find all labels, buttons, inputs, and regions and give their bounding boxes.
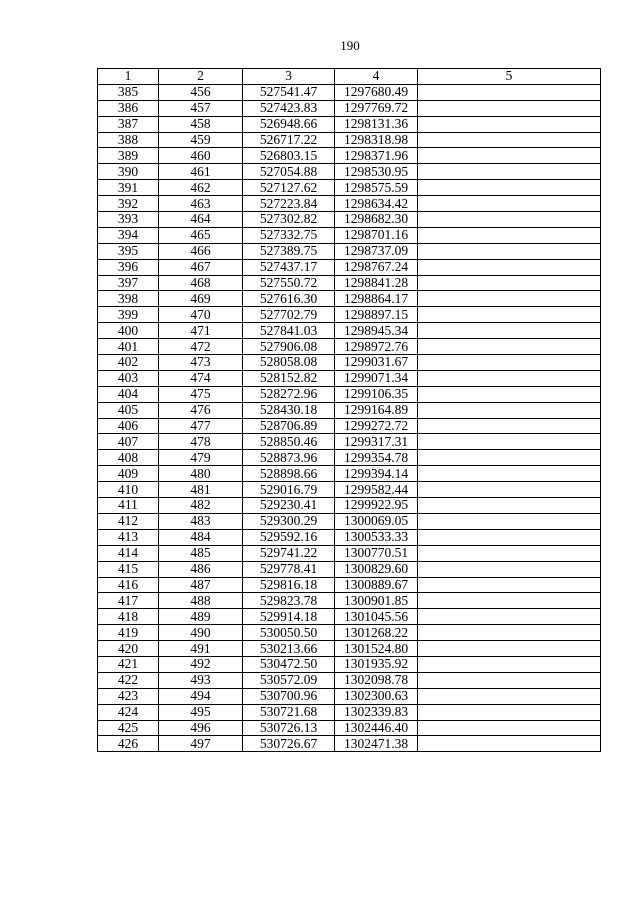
table-cell xyxy=(418,323,601,339)
table-cell: 527702.79 xyxy=(243,307,335,323)
column-header: 3 xyxy=(243,69,335,85)
table-cell: 530572.09 xyxy=(243,672,335,688)
table-cell: 529230.41 xyxy=(243,498,335,514)
table-cell xyxy=(418,355,601,371)
column-header: 2 xyxy=(159,69,243,85)
table-cell: 392 xyxy=(98,196,159,212)
table-cell: 495 xyxy=(159,704,243,720)
table-cell: 1301268.22 xyxy=(335,625,418,641)
coordinates-table xyxy=(97,68,601,752)
table-cell xyxy=(418,339,601,355)
table-row xyxy=(98,593,601,609)
table-cell: 390 xyxy=(98,164,159,180)
table-row xyxy=(98,275,601,291)
table-cell: 492 xyxy=(159,656,243,672)
table-cell: 394 xyxy=(98,227,159,243)
table-row xyxy=(98,545,601,561)
table-cell: 462 xyxy=(159,180,243,196)
table-cell: 423 xyxy=(98,688,159,704)
table-row xyxy=(98,561,601,577)
table-cell: 482 xyxy=(159,498,243,514)
table-row xyxy=(98,84,601,100)
table-cell xyxy=(418,100,601,116)
table-cell: 414 xyxy=(98,545,159,561)
table-cell xyxy=(418,736,601,752)
table-cell: 1298972.76 xyxy=(335,339,418,355)
table-row xyxy=(98,625,601,641)
table-cell: 526948.66 xyxy=(243,116,335,132)
table-cell: 424 xyxy=(98,704,159,720)
table-row xyxy=(98,164,601,180)
table-cell: 470 xyxy=(159,307,243,323)
table-cell: 478 xyxy=(159,434,243,450)
table-cell: 468 xyxy=(159,275,243,291)
table-cell: 530050.50 xyxy=(243,625,335,641)
table-cell: 461 xyxy=(159,164,243,180)
table-cell: 491 xyxy=(159,641,243,657)
table-cell xyxy=(418,529,601,545)
table-row xyxy=(98,227,601,243)
table-cell: 528873.96 xyxy=(243,450,335,466)
table-cell xyxy=(418,561,601,577)
table-row xyxy=(98,180,601,196)
table-row xyxy=(98,212,601,228)
table-cell: 527223.84 xyxy=(243,196,335,212)
table-row xyxy=(98,736,601,752)
table-cell: 1298575.59 xyxy=(335,180,418,196)
table-cell xyxy=(418,370,601,386)
table-row xyxy=(98,259,601,275)
table-cell: 471 xyxy=(159,323,243,339)
table-cell: 1300829.60 xyxy=(335,561,418,577)
table-cell xyxy=(418,196,601,212)
table-cell: 528706.89 xyxy=(243,418,335,434)
table-cell: 530700.96 xyxy=(243,688,335,704)
table-cell: 388 xyxy=(98,132,159,148)
table-cell: 474 xyxy=(159,370,243,386)
table-cell: 529823.78 xyxy=(243,593,335,609)
table-cell: 398 xyxy=(98,291,159,307)
table-cell: 1299922.95 xyxy=(335,498,418,514)
table-header-row xyxy=(98,69,601,85)
table-row xyxy=(98,688,601,704)
table-cell: 1298945.34 xyxy=(335,323,418,339)
table-cell: 412 xyxy=(98,513,159,529)
table-cell: 1300533.33 xyxy=(335,529,418,545)
table-cell: 402 xyxy=(98,355,159,371)
table-cell: 387 xyxy=(98,116,159,132)
table-cell: 408 xyxy=(98,450,159,466)
table-cell: 480 xyxy=(159,466,243,482)
table-cell: 530472.50 xyxy=(243,656,335,672)
table-cell xyxy=(418,498,601,514)
table-cell: 1302098.78 xyxy=(335,672,418,688)
table-row xyxy=(98,323,601,339)
table-cell: 529016.79 xyxy=(243,482,335,498)
table-cell: 528152.82 xyxy=(243,370,335,386)
table-cell xyxy=(418,180,601,196)
table-cell: 530726.13 xyxy=(243,720,335,736)
column-header: 1 xyxy=(98,69,159,85)
table-cell xyxy=(418,275,601,291)
table-cell: 494 xyxy=(159,688,243,704)
page-number: 190 xyxy=(340,38,360,53)
table-cell: 1300889.67 xyxy=(335,577,418,593)
table-cell: 457 xyxy=(159,100,243,116)
table-cell: 489 xyxy=(159,609,243,625)
column-header: 5 xyxy=(418,69,601,85)
table-cell: 396 xyxy=(98,259,159,275)
table-cell: 1302446.40 xyxy=(335,720,418,736)
table-cell: 528272.96 xyxy=(243,386,335,402)
table-cell: 466 xyxy=(159,243,243,259)
table-cell xyxy=(418,609,601,625)
table-cell: 395 xyxy=(98,243,159,259)
table-cell: 526803.15 xyxy=(243,148,335,164)
table-cell: 1298371.96 xyxy=(335,148,418,164)
table-cell xyxy=(418,386,601,402)
table-row xyxy=(98,196,601,212)
table-row xyxy=(98,243,601,259)
table-cell: 1299317.31 xyxy=(335,434,418,450)
table-cell: 1298841.28 xyxy=(335,275,418,291)
table-cell: 529741.22 xyxy=(243,545,335,561)
table-row xyxy=(98,386,601,402)
table-cell: 528430.18 xyxy=(243,402,335,418)
table-row xyxy=(98,609,601,625)
table-cell: 493 xyxy=(159,672,243,688)
table-cell: 413 xyxy=(98,529,159,545)
table-cell: 1298864.17 xyxy=(335,291,418,307)
table-cell: 419 xyxy=(98,625,159,641)
table-cell: 391 xyxy=(98,180,159,196)
table-cell xyxy=(418,593,601,609)
table-cell: 1297680.49 xyxy=(335,84,418,100)
table-cell xyxy=(418,116,601,132)
table-cell xyxy=(418,132,601,148)
table-row xyxy=(98,482,601,498)
table-row xyxy=(98,672,601,688)
table-cell: 487 xyxy=(159,577,243,593)
table-row xyxy=(98,498,601,514)
table-cell xyxy=(418,418,601,434)
table-cell: 527541.47 xyxy=(243,84,335,100)
table-cell: 484 xyxy=(159,529,243,545)
table-cell: 527389.75 xyxy=(243,243,335,259)
table-row xyxy=(98,513,601,529)
table-cell: 1299582.44 xyxy=(335,482,418,498)
table-cell: 1301045.56 xyxy=(335,609,418,625)
table-cell: 1298530.95 xyxy=(335,164,418,180)
table-cell: 476 xyxy=(159,402,243,418)
table-row xyxy=(98,529,601,545)
table-cell: 1297769.72 xyxy=(335,100,418,116)
table-cell: 490 xyxy=(159,625,243,641)
table-cell: 529778.41 xyxy=(243,561,335,577)
table-row xyxy=(98,339,601,355)
table-cell xyxy=(418,450,601,466)
table-cell: 530721.68 xyxy=(243,704,335,720)
table-cell xyxy=(418,212,601,228)
table-cell: 458 xyxy=(159,116,243,132)
table-cell: 529592.16 xyxy=(243,529,335,545)
table-cell: 527423.83 xyxy=(243,100,335,116)
table-cell: 485 xyxy=(159,545,243,561)
table-cell: 1299106.35 xyxy=(335,386,418,402)
table-cell: 1300901.85 xyxy=(335,593,418,609)
table-row xyxy=(98,434,601,450)
table-cell: 1299164.89 xyxy=(335,402,418,418)
table-cell: 1299031.67 xyxy=(335,355,418,371)
table-cell: 410 xyxy=(98,482,159,498)
table-cell xyxy=(418,164,601,180)
table-cell: 1300069.05 xyxy=(335,513,418,529)
table-cell: 483 xyxy=(159,513,243,529)
table-cell: 473 xyxy=(159,355,243,371)
table-cell: 415 xyxy=(98,561,159,577)
table-cell: 405 xyxy=(98,402,159,418)
table-cell: 389 xyxy=(98,148,159,164)
column-header: 4 xyxy=(335,69,418,85)
table-cell: 477 xyxy=(159,418,243,434)
table-cell: 397 xyxy=(98,275,159,291)
table-row xyxy=(98,577,601,593)
table-cell: 1301524.80 xyxy=(335,641,418,657)
table-cell: 463 xyxy=(159,196,243,212)
table-cell xyxy=(418,466,601,482)
table-cell: 404 xyxy=(98,386,159,402)
table-cell xyxy=(418,704,601,720)
table-cell: 526717.22 xyxy=(243,132,335,148)
table-row xyxy=(98,656,601,672)
table-cell xyxy=(418,545,601,561)
table-cell xyxy=(418,402,601,418)
table-cell: 406 xyxy=(98,418,159,434)
table-cell xyxy=(418,243,601,259)
table-cell: 488 xyxy=(159,593,243,609)
table-cell: 399 xyxy=(98,307,159,323)
table-cell: 1298701.16 xyxy=(335,227,418,243)
table-cell: 527127.62 xyxy=(243,180,335,196)
table-cell xyxy=(418,291,601,307)
table-cell: 527302.82 xyxy=(243,212,335,228)
table-cell: 469 xyxy=(159,291,243,307)
table-cell: 497 xyxy=(159,736,243,752)
table-cell: 386 xyxy=(98,100,159,116)
table-cell xyxy=(418,434,601,450)
table-row xyxy=(98,450,601,466)
table-cell: 530726.67 xyxy=(243,736,335,752)
table-row xyxy=(98,641,601,657)
table-row xyxy=(98,370,601,386)
table-cell: 528850.46 xyxy=(243,434,335,450)
table-cell: 456 xyxy=(159,84,243,100)
table-cell xyxy=(418,688,601,704)
table-cell: 409 xyxy=(98,466,159,482)
table-cell: 1302339.83 xyxy=(335,704,418,720)
table-row xyxy=(98,418,601,434)
table-cell xyxy=(418,641,601,657)
table-cell: 1302300.63 xyxy=(335,688,418,704)
table-row xyxy=(98,466,601,482)
table-cell: 465 xyxy=(159,227,243,243)
table-cell: 1301935.92 xyxy=(335,656,418,672)
table-cell: 459 xyxy=(159,132,243,148)
table-row xyxy=(98,355,601,371)
table-cell: 527906.08 xyxy=(243,339,335,355)
table-cell: 1298737.09 xyxy=(335,243,418,259)
table-cell xyxy=(418,513,601,529)
table-cell: 527437.17 xyxy=(243,259,335,275)
table-body xyxy=(98,84,601,751)
table-cell: 403 xyxy=(98,370,159,386)
table-cell: 529816.18 xyxy=(243,577,335,593)
table-cell: 1299354.78 xyxy=(335,450,418,466)
table-cell: 464 xyxy=(159,212,243,228)
table-cell: 407 xyxy=(98,434,159,450)
table-cell: 416 xyxy=(98,577,159,593)
table-cell: 1299071.34 xyxy=(335,370,418,386)
table-cell xyxy=(418,148,601,164)
table-row xyxy=(98,720,601,736)
table-cell: 1298767.24 xyxy=(335,259,418,275)
table-cell: 496 xyxy=(159,720,243,736)
table-cell: 1299394.14 xyxy=(335,466,418,482)
table-cell: 1298131.36 xyxy=(335,116,418,132)
table-cell: 385 xyxy=(98,84,159,100)
table-row xyxy=(98,148,601,164)
table-cell: 422 xyxy=(98,672,159,688)
table-cell: 1298318.98 xyxy=(335,132,418,148)
table-cell: 1302471.38 xyxy=(335,736,418,752)
table-cell: 486 xyxy=(159,561,243,577)
table-cell: 475 xyxy=(159,386,243,402)
table-cell: 527550.72 xyxy=(243,275,335,291)
table-cell xyxy=(418,259,601,275)
table-cell: 529300.29 xyxy=(243,513,335,529)
table-cell: 1298682.30 xyxy=(335,212,418,228)
table-cell xyxy=(418,656,601,672)
table-row xyxy=(98,704,601,720)
table-cell: 530213.66 xyxy=(243,641,335,657)
table-cell: 529914.18 xyxy=(243,609,335,625)
table-cell: 418 xyxy=(98,609,159,625)
table-cell: 411 xyxy=(98,498,159,514)
table-row xyxy=(98,116,601,132)
table-cell: 1298634.42 xyxy=(335,196,418,212)
table-cell: 1299272.72 xyxy=(335,418,418,434)
table-row xyxy=(98,291,601,307)
table-cell: 426 xyxy=(98,736,159,752)
table-cell: 401 xyxy=(98,339,159,355)
table-cell: 467 xyxy=(159,259,243,275)
table-cell: 528058.08 xyxy=(243,355,335,371)
table-row xyxy=(98,307,601,323)
table-cell: 527616.30 xyxy=(243,291,335,307)
table-row xyxy=(98,132,601,148)
table-cell: 425 xyxy=(98,720,159,736)
table-cell: 527054.88 xyxy=(243,164,335,180)
table-cell: 400 xyxy=(98,323,159,339)
table-cell xyxy=(418,307,601,323)
table-cell: 417 xyxy=(98,593,159,609)
table-cell: 393 xyxy=(98,212,159,228)
table-cell xyxy=(418,84,601,100)
table-row xyxy=(98,100,601,116)
table-cell xyxy=(418,577,601,593)
table-row xyxy=(98,402,601,418)
table-cell: 421 xyxy=(98,656,159,672)
table-cell xyxy=(418,720,601,736)
table-cell xyxy=(418,625,601,641)
table-cell: 481 xyxy=(159,482,243,498)
table-cell: 479 xyxy=(159,450,243,466)
table-cell: 1300770.51 xyxy=(335,545,418,561)
table-cell: 460 xyxy=(159,148,243,164)
table-cell: 420 xyxy=(98,641,159,657)
table-cell: 527332.75 xyxy=(243,227,335,243)
table-cell xyxy=(418,672,601,688)
table-cell: 472 xyxy=(159,339,243,355)
table-cell: 1298897.15 xyxy=(335,307,418,323)
table-cell: 527841.03 xyxy=(243,323,335,339)
table-cell xyxy=(418,227,601,243)
table-cell: 528898.66 xyxy=(243,466,335,482)
table-cell xyxy=(418,482,601,498)
